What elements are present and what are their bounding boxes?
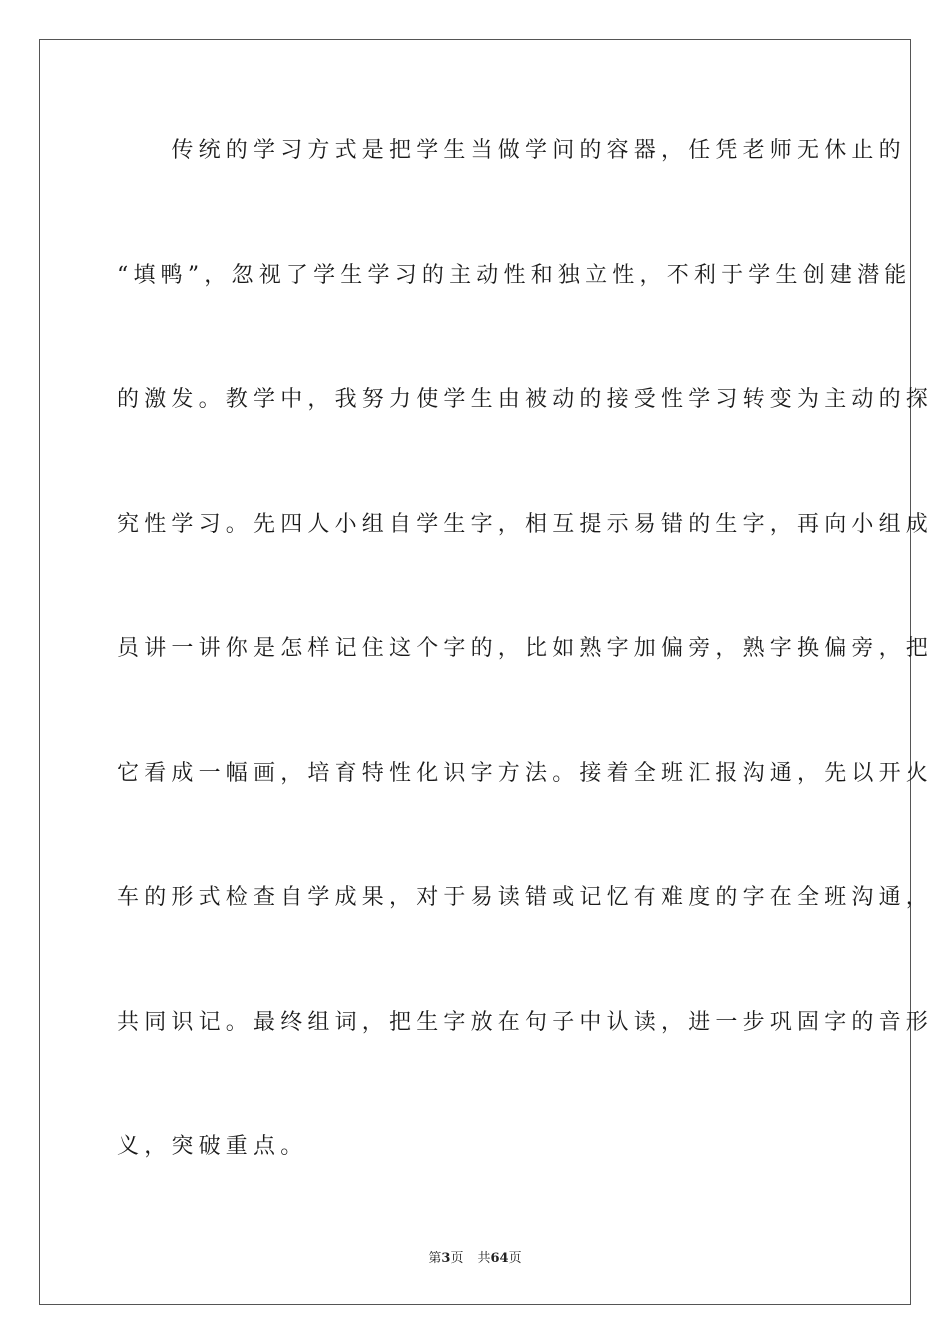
page-suffix: 页 bbox=[450, 1251, 464, 1266]
text-line-3: 的激发。教学中，我努力使学生由被动的接受性学习转变为主动的探 bbox=[117, 387, 934, 412]
text-line-6: 它看成一幅画，培育特性化识字方法。接着全班汇报沟通，先以开火 bbox=[117, 760, 934, 786]
text-line-8: 共同识记。最终组词，把生字放在句子中认读，进一步巩固字的音形 bbox=[117, 1009, 934, 1035]
current-page-number: 3 bbox=[441, 1251, 451, 1266]
page-prefix: 第 bbox=[428, 1251, 442, 1266]
page-footer bbox=[0, 1247, 950, 1266]
total-suffix: 页 bbox=[508, 1251, 522, 1266]
text-line-1: 传统的学习方式是把学生当做学问的容器，任凭老师无休止的 bbox=[117, 138, 906, 163]
text-line-4: 究性学习。先四人小组自学生字，相互提示易错的生字，再向小组成 bbox=[117, 511, 934, 537]
text-line-9: 义，突破重点。 bbox=[117, 1134, 308, 1159]
total-pages-number: 64 bbox=[490, 1251, 509, 1266]
text-line-5: 员讲一讲你是怎样记住这个字的，比如熟字加偏旁，熟字换偏旁，把 bbox=[117, 636, 934, 661]
body-paragraph bbox=[117, 120, 934, 1241]
text-line-7: 车的形式检查自学成果，对于易读错或记忆有难度的字在全班沟通， bbox=[117, 885, 934, 910]
text-line-2: “填鸭”，忽视了学生学习的主动性和独立性，不利于学生创建潜能 bbox=[117, 262, 912, 288]
total-prefix: 共 bbox=[477, 1251, 491, 1266]
